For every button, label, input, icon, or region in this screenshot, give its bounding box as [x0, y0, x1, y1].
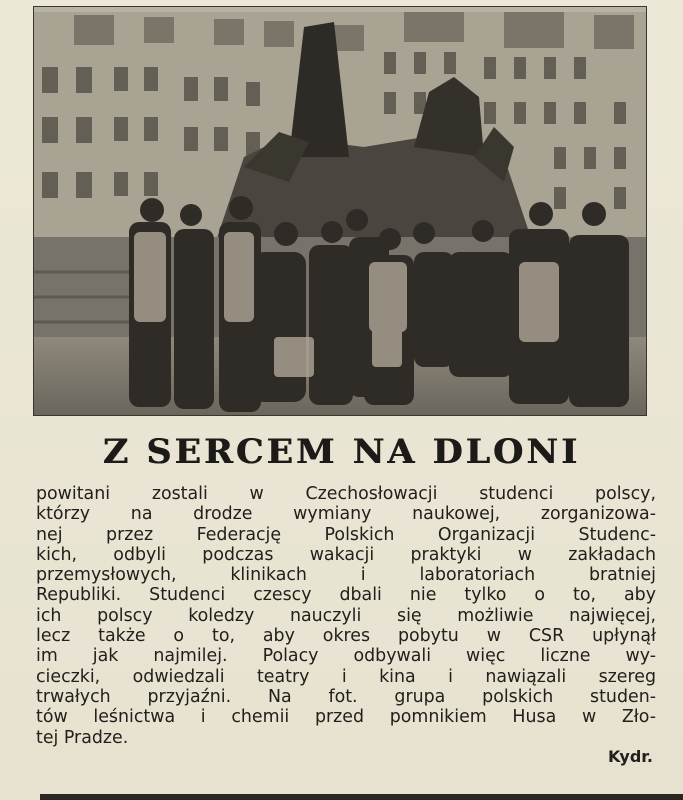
article-body: [36, 484, 656, 748]
photo-illustration: [34, 7, 646, 415]
article-line: tej Pradze.: [36, 727, 129, 748]
article-line: cieczki, odwiedzali teatry i kina i nawiązali szereg: [36, 666, 656, 687]
headline: Z SERCEM NA DLONI: [102, 432, 581, 472]
article-line: trwałych przyjaźni. Na fot. grupa polskich studen-: [36, 686, 656, 707]
group-photo: [33, 6, 647, 416]
bottom-rule: [40, 794, 683, 800]
author-byline: Kydr.: [608, 747, 653, 766]
article-line: przemysłowych, klinikach i laboratoriach bratniej: [36, 565, 656, 586]
article-line: kich, odbyli podczas wakacji praktyki w zakładach: [36, 544, 656, 565]
article-line: im jak najmilej. Polacy odbywali więc liczne wy-: [36, 646, 656, 667]
article-line: Republiki. Studenci czescy dbali nie tylko o to, aby: [36, 585, 656, 606]
article-line: którzy na drodze wymiany naukowej, zorganizowa-: [36, 504, 656, 525]
article-line: tów leśnictwa i chemii przed pomnikiem Husa w Zło-: [36, 707, 656, 728]
article-line: ich polscy koledzy nauczyli się możliwie najwięcej,: [36, 605, 656, 626]
article-line: lecz także o to, aby okres pobytu w CSR upłynął: [36, 626, 656, 647]
article-line: nej przez Federację Polskich Organizacji Studenc-: [36, 524, 656, 545]
article-line: powitani zostali w Czechosłowacji studenci polscy,: [36, 484, 656, 504]
